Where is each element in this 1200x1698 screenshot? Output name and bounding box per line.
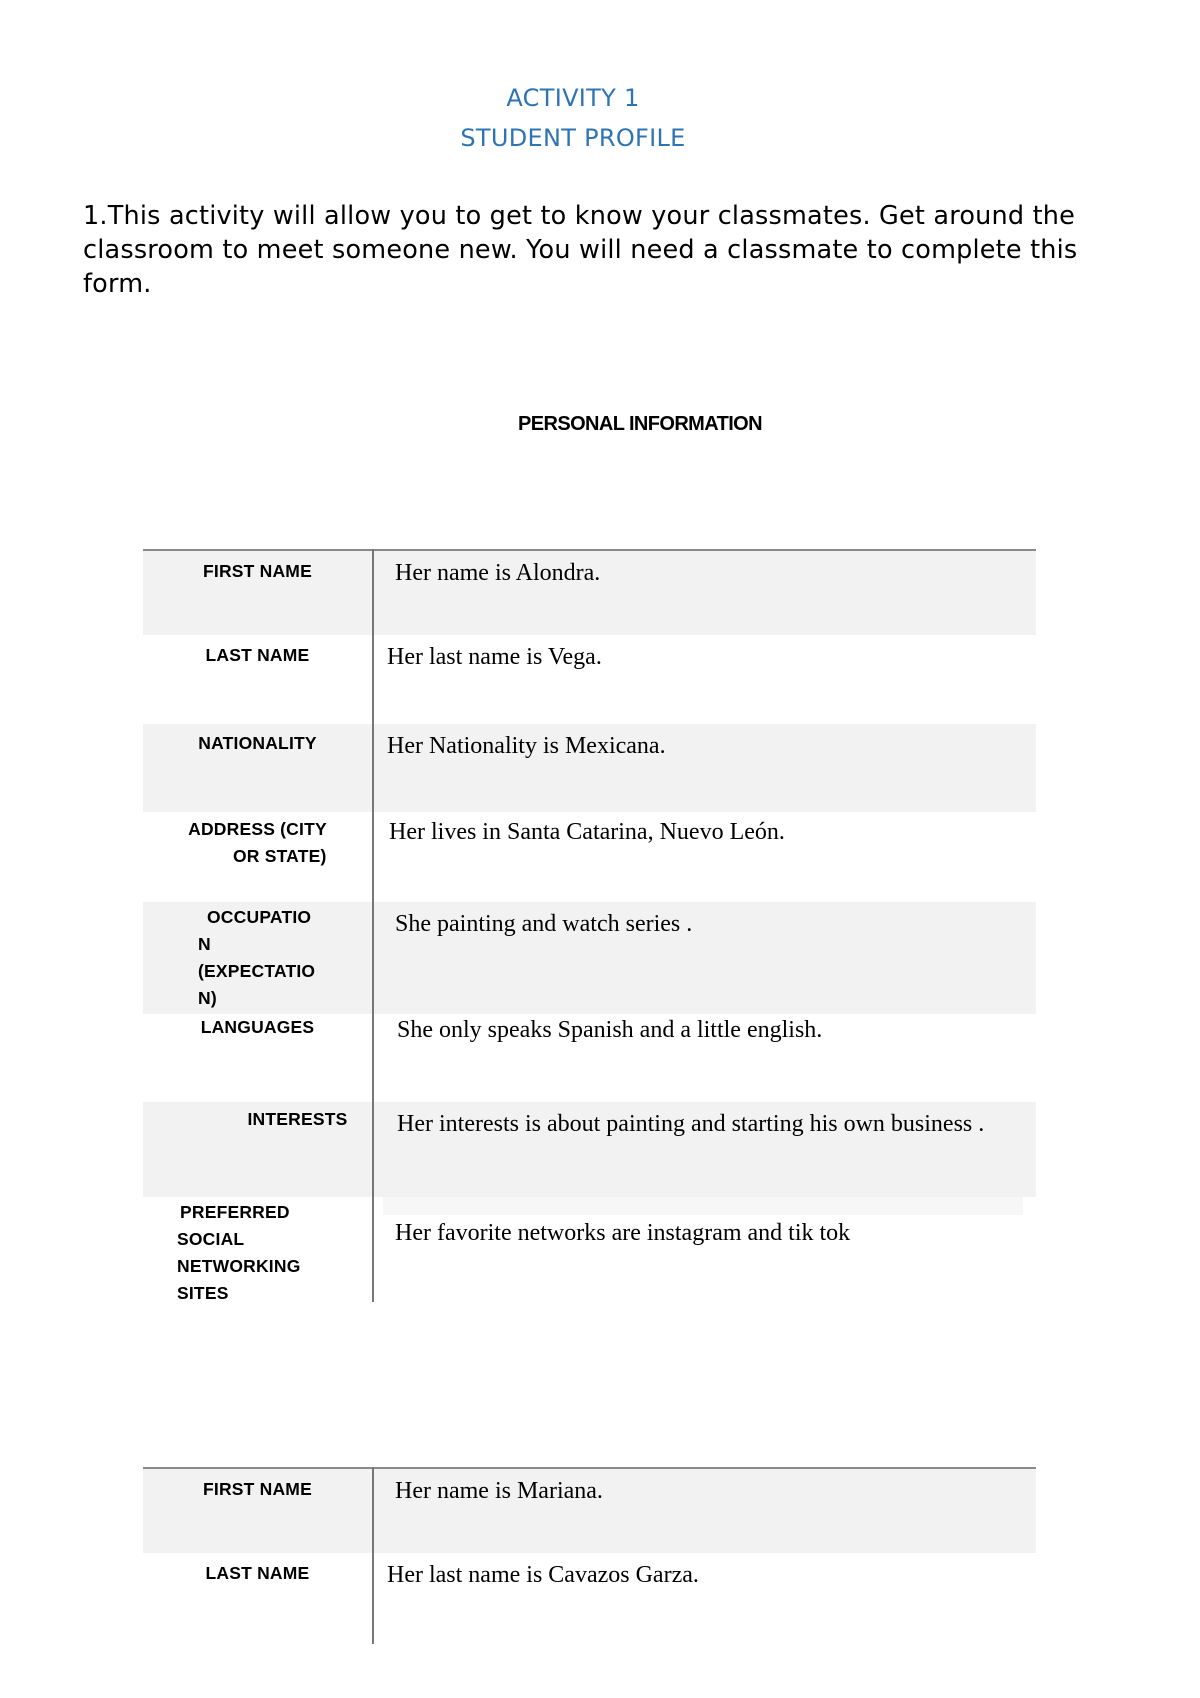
social-label-line-2: SOCIAL [177, 1229, 245, 1249]
table-row-languages [143, 1014, 1036, 1102]
table-row-address [143, 812, 1036, 902]
social-label [177, 1199, 372, 1307]
occupation-label [198, 904, 372, 1012]
address-label-line-2: OR STATE) [233, 846, 327, 866]
intro-paragraph: 1.This activity will allow you to get to know your classmates. Get around the classroom to meet someone new. You will need a classmate to complete this form. [83, 201, 1078, 299]
social-label-line-1: PREFERRED [180, 1202, 290, 1222]
occupation-label-line-4: N) [198, 988, 217, 1008]
occupation-value: She painting and watch series . [395, 911, 693, 937]
nationality-value: Her Nationality is Mexicana. [387, 733, 666, 759]
table-row-social [143, 1197, 1036, 1302]
last-name-label: LAST NAME [205, 1563, 310, 1583]
table-row-first-name [143, 1469, 1036, 1553]
languages-value: She only speaks Spanish and a little english. [397, 1017, 823, 1043]
social-shading-strip [383, 1197, 1023, 1215]
activity-title: ACTIVITY 1 [506, 84, 640, 112]
nationality-label: NATIONALITY [198, 733, 317, 753]
social-label-line-3: NETWORKING [177, 1256, 301, 1276]
interests-value: Her interests is about painting and starting his own business . [397, 1111, 985, 1137]
table-column-divider [372, 549, 374, 1302]
address-label-line-1: ADDRESS (CITY [188, 819, 327, 839]
table-row-occupation [143, 902, 1036, 1014]
first-name-value: Her name is Mariana. [395, 1478, 603, 1504]
last-name-label: LAST NAME [205, 645, 310, 665]
occupation-label-line-3: (EXPECTATIO [198, 961, 316, 981]
last-name-value: Her last name is Cavazos Garza. [387, 1562, 699, 1588]
social-value: Her favorite networks are instagram and tik tok [395, 1220, 851, 1246]
first-name-label: FIRST NAME [203, 561, 312, 581]
table-column-divider [372, 1467, 374, 1644]
address-value: Her lives in Santa Catarina, Nuevo León. [389, 819, 785, 845]
profile-table-2 [143, 1467, 1036, 1644]
table-row-nationality [143, 724, 1036, 812]
first-name-label: FIRST NAME [203, 1479, 312, 1499]
table-row-first-name [143, 551, 1036, 635]
occupation-label-line-2: N [198, 934, 211, 954]
last-name-value: Her last name is Vega. [387, 644, 602, 670]
table-row-last-name [143, 1553, 1036, 1644]
languages-label: LANGUAGES [200, 1017, 315, 1037]
first-name-value: Her name is Alondra. [395, 560, 601, 586]
interests-label: INTERESTS [247, 1109, 348, 1129]
table-row-last-name [143, 635, 1036, 721]
occupation-label-line-1: OCCUPATIO [207, 907, 312, 927]
section-title: PERSONAL INFORMATION [518, 413, 762, 435]
profile-table-1 [143, 549, 1036, 1302]
student-profile-title: STUDENT PROFILE [460, 124, 686, 152]
table-row-interests [143, 1102, 1036, 1197]
social-label-line-4: SITES [177, 1283, 229, 1303]
address-label [143, 816, 372, 870]
